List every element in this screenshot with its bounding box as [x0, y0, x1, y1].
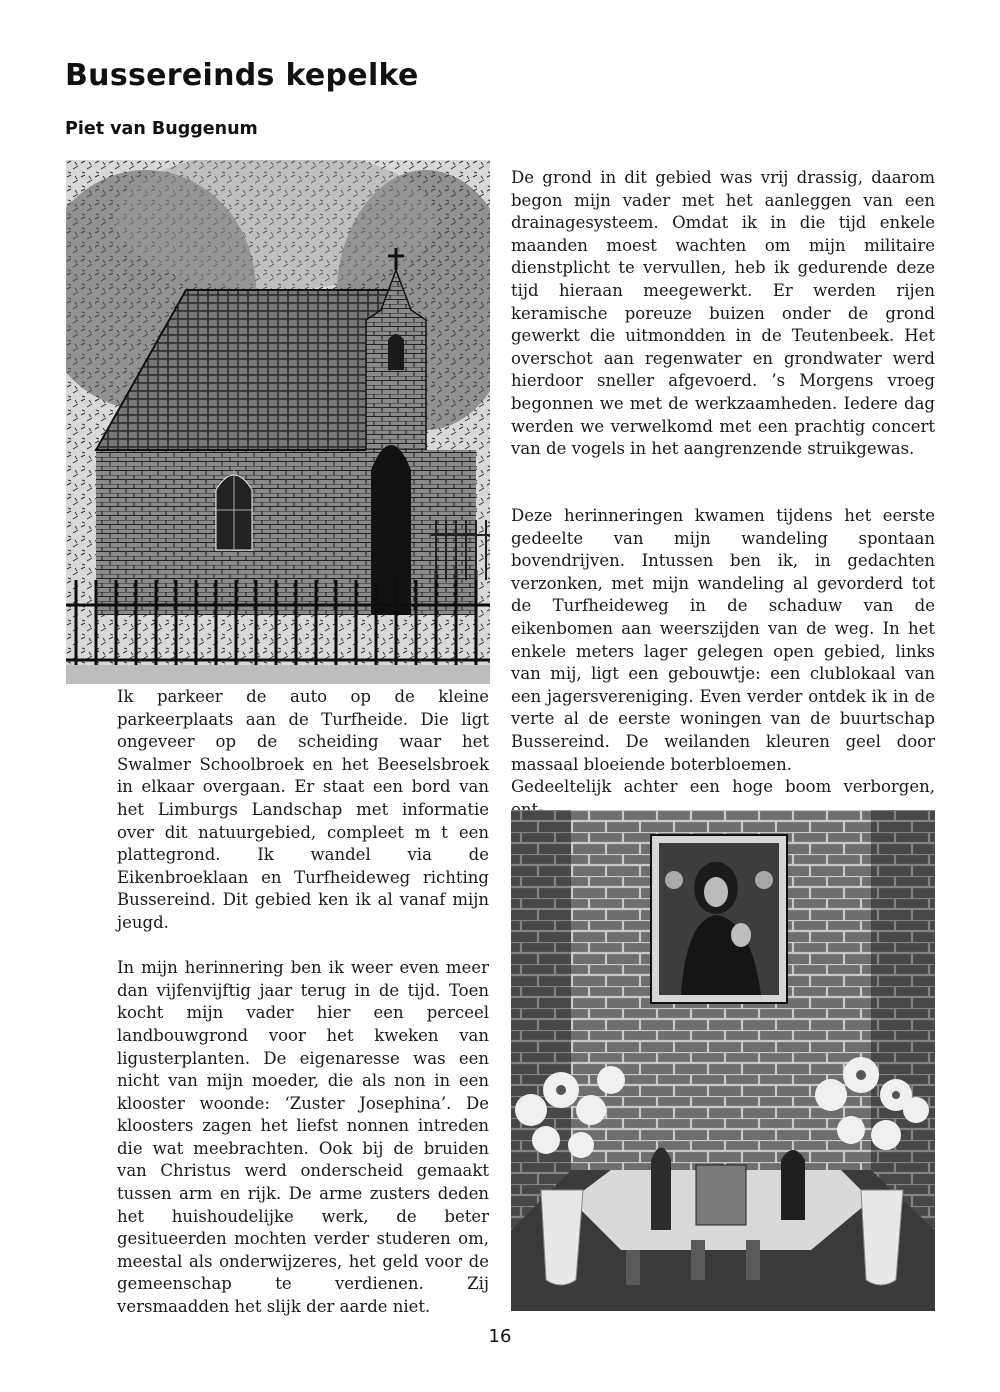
- chapel-interior-icon: [511, 810, 935, 1311]
- chapel-drawing: [66, 160, 490, 684]
- chapel-drawing-icon: [66, 160, 490, 684]
- right-paragraph-2: Deze herinneringen kwamen tijdens het eerste gedeelte van mijn wandeling spontaan bovendrijven. Intussen ben ik, in gedachten verzonken, met mijn wandeling al gevorderd tot de Turfheideweg in de schaduw van de eikenbomen aan weerszijden van de weg. In het enkele meters lager gelegen open gebied, links van mij, ligt een gebouwtje: een clublokaal van een jagersvereniging. Even verder ontdek ik in de verte al de eerste woningen van de buurtschap Bussereind. De weilanden kleuren geel door massaal bloeiende boterbloemen.: [511, 506, 935, 774]
- right-paragraph-3: Gedeeltelijk achter een hoge boom verborgen,: [511, 777, 935, 797]
- left-paragraph-1: Ik parkeer de auto op de kleine parkeerplaats aan de Turfheide. Die ligt ongeveer op de scheiding waar het Swalmer Schoolbroek en het Beeselsbroek in elkaar overgaan. Er staat een bord van het Limburgs Landschap met informatie over dit natuurgebied, compleet m t een plattegrond. Ik wandel via de Eikenbroeklaan en Turfheideweg richting Bussereind. Dit gebied ken ik al vanaf mijn jeugd.: [117, 687, 489, 932]
- left-column: [117, 686, 489, 1319]
- right-column-top: [511, 167, 935, 461]
- right-column-middle: [511, 505, 935, 821]
- chapel-interior-photo: [511, 810, 935, 1311]
- right-paragraph-1: De grond in dit gebied was vrij drassig, daarom begon mijn vader met het aanleggen van een drainagesysteem. Omdat ik in die tijd enkele maanden moest wachten om mijn militaire dienstplicht te vervullen, heb ik gedurende deze tijd hieraan meegewerkt. Er werden rijen keramische poreuze buizen onder de grond gewerkt die uitmondden in de Teutenbeek. Het overschot aan regenwater en grondwater werd hierdoor sneller afgevoerd. ’s Morgens vroeg begonnen we met de werkzaamheden. Iedere dag werden we verwelkomd met een prachtig concert van de vogels in het aangrenzende struikgewas.: [511, 168, 935, 459]
- article-author: Piet van Buggenum: [65, 119, 258, 139]
- left-paragraph-2: In mijn herinnering ben ik weer even meer dan vijfenvijftig jaar terug in de tijd. Toen kocht mijn vader hier een perceel landbouwgrond voor het kweken van ligusterplanten. De eigenaresse was een nicht van mijn moeder, die als non in een klooster woonde: ‘Zuster Josephina’. De kloosters zagen het liefst nonnen intreden die wat meebrachten. Ook bij de bruiden van Christus werd onderscheid gemaakt tussen arm en rijk. De arme zusters deden het huishoudelijke werk, de beter gesitueerden mochten verder studeren om, meestal als onderwijzeres, het geld voor de gemeenschap te verdienen. Zij versmaadden het slijk der aarde niet.: [117, 958, 489, 1317]
- article-title: Bussereinds kepelke: [65, 58, 419, 93]
- page-number: 16: [488, 1326, 512, 1347]
